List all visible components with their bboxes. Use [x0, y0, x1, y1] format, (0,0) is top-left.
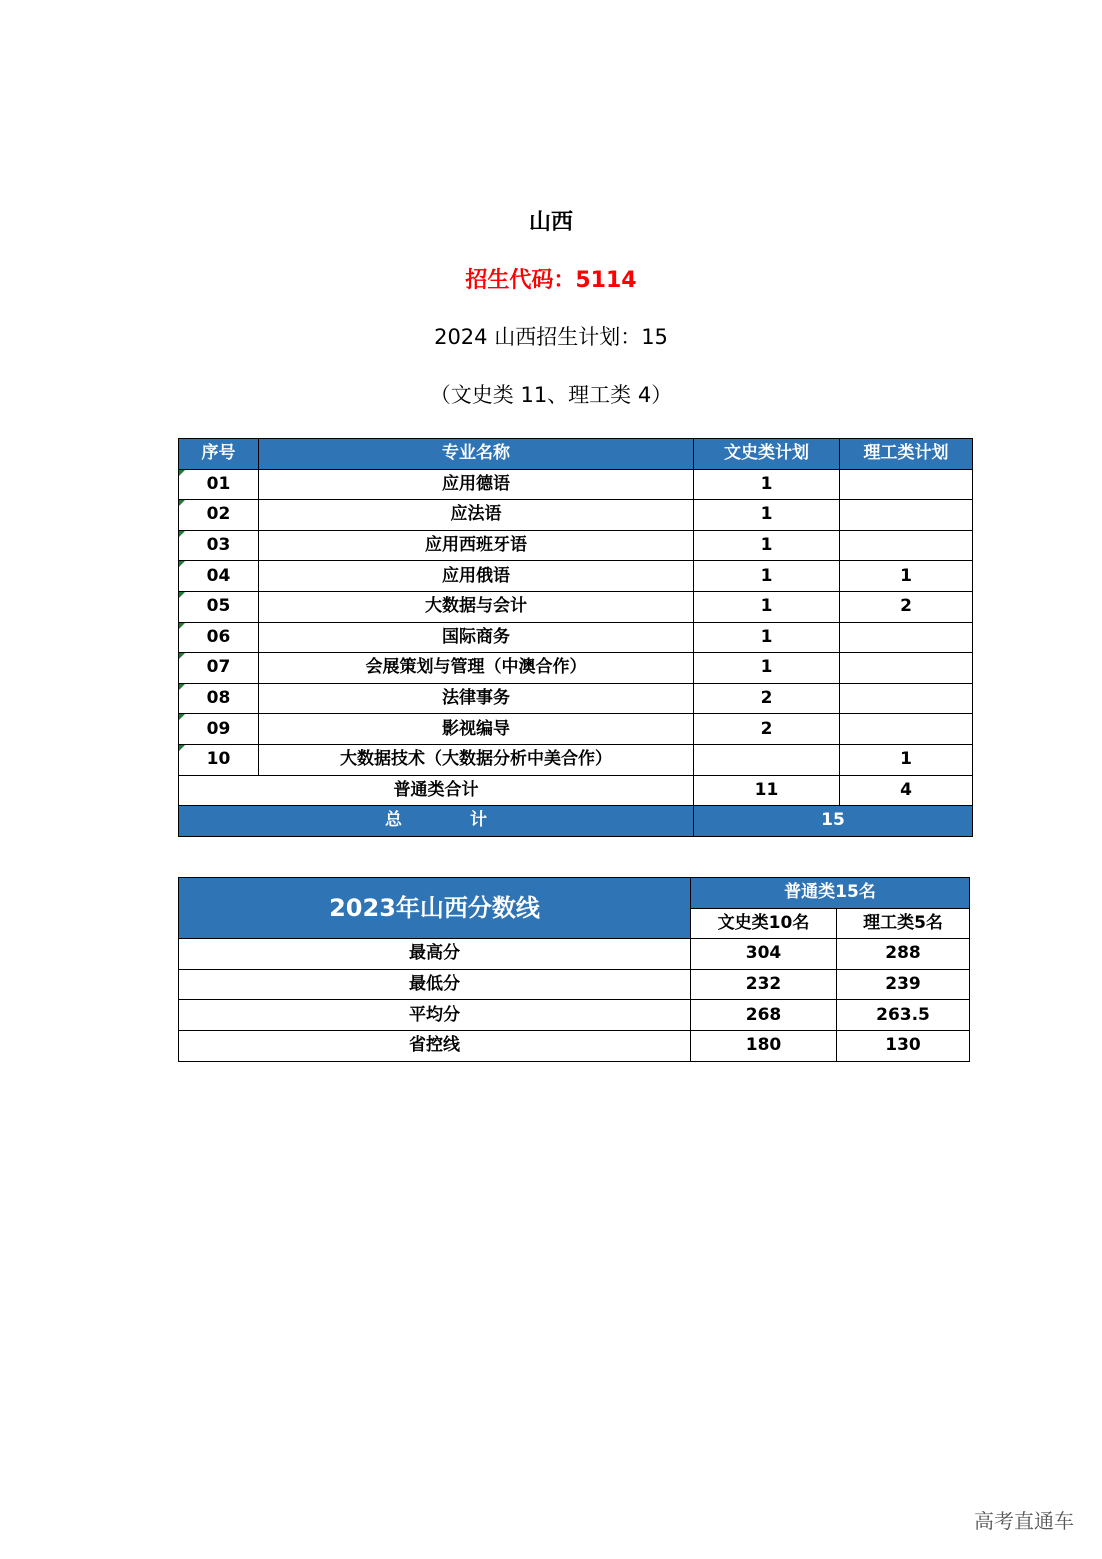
row-ligong: [840, 530, 973, 561]
score-ligong: 263.5: [837, 1000, 970, 1031]
plan-split: （文史类 11、理工类 4）: [429, 383, 673, 407]
row-wenshi: 1: [694, 500, 840, 531]
table-row: [179, 1000, 970, 1031]
row-major: 国际商务: [259, 622, 694, 653]
row-wenshi: 1: [694, 469, 840, 500]
row-major: 应用德语: [259, 469, 694, 500]
table-row: [179, 561, 973, 592]
score-subheader-ligong: 理工类5名: [837, 908, 970, 939]
row-major: 应用西班牙语: [259, 530, 694, 561]
table-row: [179, 744, 973, 775]
score-wenshi: 304: [691, 939, 837, 970]
row-ligong: [840, 653, 973, 684]
table-row: [179, 653, 973, 684]
score-wenshi: 268: [691, 1000, 837, 1031]
table-row: [179, 591, 973, 622]
row-major: 影视编导: [259, 714, 694, 745]
row-index: 02: [179, 500, 259, 531]
row-ligong: [840, 469, 973, 500]
plan-summary: 2024 山西招生计划：15: [434, 325, 668, 349]
row-wenshi: 1: [694, 622, 840, 653]
table-header-row: [179, 439, 973, 470]
row-wenshi: 2: [694, 714, 840, 745]
table-row: [179, 469, 973, 500]
row-index: 03: [179, 530, 259, 561]
col-header-major: 专业名称: [259, 439, 694, 470]
subtotal-label: 普通类合计: [179, 775, 694, 806]
col-header-ligong: 理工类计划: [840, 439, 973, 470]
row-major: 法律事务: [259, 683, 694, 714]
score-ligong: 130: [837, 1030, 970, 1061]
score-ligong: 239: [837, 969, 970, 1000]
row-index: 10: [179, 744, 259, 775]
row-ligong: 1: [840, 561, 973, 592]
table-row: [179, 530, 973, 561]
score-subheader-wenshi: 文史类10名: [691, 908, 837, 939]
score-line-table: [178, 877, 970, 1062]
row-index: 04: [179, 561, 259, 592]
row-major: 应用俄语: [259, 561, 694, 592]
row-wenshi: [694, 744, 840, 775]
table-row: [179, 500, 973, 531]
row-wenshi: 1: [694, 591, 840, 622]
row-index: 07: [179, 653, 259, 684]
score-header-row: [179, 878, 970, 909]
row-ligong: [840, 500, 973, 531]
enrollment-code: 招生代码：5114: [465, 268, 637, 293]
total-value: 15: [694, 806, 973, 837]
table-row: [179, 622, 973, 653]
watermark: 高考直通车: [974, 1509, 1074, 1533]
subtotal-ligong: 4: [840, 775, 973, 806]
row-wenshi: 1: [694, 653, 840, 684]
score-label: 最高分: [179, 939, 691, 970]
row-ligong: 1: [840, 744, 973, 775]
score-wenshi: 180: [691, 1030, 837, 1061]
table-row: [179, 1030, 970, 1061]
province-title: 山西: [528, 210, 573, 235]
row-major: 应法语: [259, 500, 694, 531]
score-group-header: 普通类15名: [691, 878, 970, 909]
total-label: 总 计: [179, 806, 694, 837]
table-row: [179, 939, 970, 970]
score-wenshi: 232: [691, 969, 837, 1000]
row-index: 09: [179, 714, 259, 745]
row-wenshi: 1: [694, 561, 840, 592]
col-header-wenshi: 文史类计划: [694, 439, 840, 470]
row-major: 会展策划与管理（中澳合作）: [259, 653, 694, 684]
score-label: 省控线: [179, 1030, 691, 1061]
row-wenshi: 1: [694, 530, 840, 561]
row-index: 06: [179, 622, 259, 653]
row-index: 05: [179, 591, 259, 622]
subtotal-wenshi: 11: [694, 775, 840, 806]
row-ligong: [840, 622, 973, 653]
score-table-title: 2023年山西分数线: [179, 878, 691, 939]
row-ligong: [840, 683, 973, 714]
score-ligong: 288: [837, 939, 970, 970]
col-header-index: 序号: [179, 439, 259, 470]
table-row: [179, 714, 973, 745]
row-index: 01: [179, 469, 259, 500]
table-row: [179, 683, 973, 714]
score-label: 最低分: [179, 969, 691, 1000]
row-ligong: 2: [840, 591, 973, 622]
row-ligong: [840, 714, 973, 745]
row-wenshi: 2: [694, 683, 840, 714]
table-row: [179, 969, 970, 1000]
row-major: 大数据与会计: [259, 591, 694, 622]
total-row: [179, 806, 973, 837]
enrollment-plan-table: [178, 438, 973, 837]
row-major: 大数据技术（大数据分析中美合作）: [259, 744, 694, 775]
subtotal-row: [179, 775, 973, 806]
row-index: 08: [179, 683, 259, 714]
score-label: 平均分: [179, 1000, 691, 1031]
